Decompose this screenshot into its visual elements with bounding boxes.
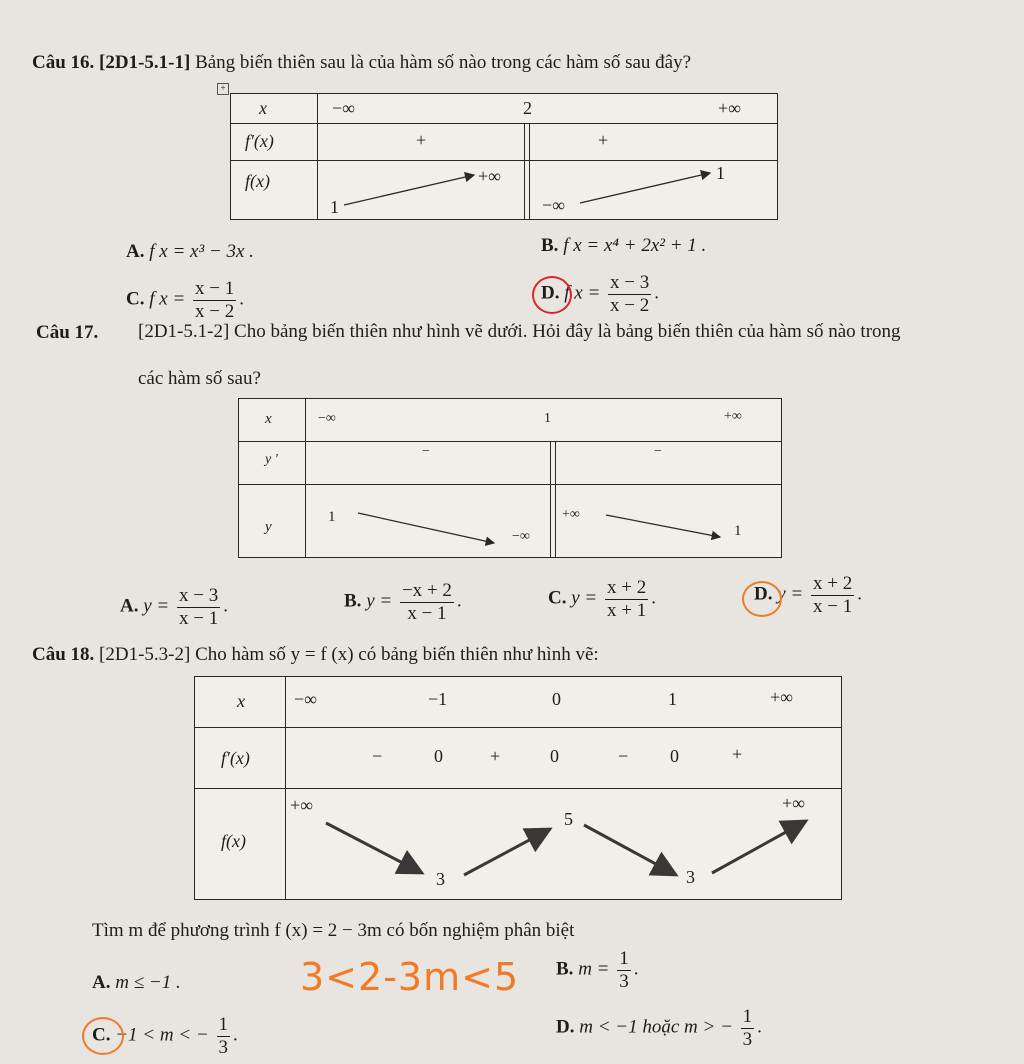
q18-fp-val: +: [490, 746, 501, 766]
q18-f-val: 5: [564, 809, 573, 829]
denominator: x + 1: [607, 599, 647, 621]
fraction: [608, 272, 651, 317]
q16-x-val: +∞: [718, 98, 741, 118]
option-text: .: [239, 288, 244, 310]
option-text: y =: [366, 590, 393, 612]
option-label: D.: [541, 282, 560, 304]
option-text: .: [857, 583, 862, 605]
option-label: C.: [92, 1024, 111, 1046]
q18-fp-val: +: [732, 744, 743, 764]
numerator: 1: [218, 1014, 228, 1035]
option-text: f x = x⁴ + 2x² + 1 .: [563, 235, 707, 256]
table-move-icon: +: [217, 83, 229, 95]
q17-y-val: +∞: [562, 507, 580, 522]
denominator: x − 2: [195, 300, 235, 322]
q16-code: [2D1-5.1-1]: [99, 52, 191, 73]
option-text: f x = x³ − 3x .: [149, 241, 254, 262]
numerator: 1: [742, 1006, 753, 1027]
q18-fp-val: −: [372, 746, 383, 766]
denominator: 3: [619, 970, 629, 992]
option-text: y =: [143, 595, 170, 617]
q18-fp-val: 0: [670, 746, 679, 766]
option-text: f x =: [149, 288, 186, 310]
option-label: A.: [120, 595, 139, 617]
q18-option-b[interactable]: [556, 948, 638, 993]
numerator: x − 1: [195, 278, 235, 299]
q18-row-x: x: [237, 691, 245, 711]
q16-row-x: x: [259, 98, 267, 118]
q17-variation-table: [238, 398, 782, 558]
option-text: .: [233, 1024, 238, 1046]
q17-y-val: 1: [734, 523, 742, 539]
q18-x-val: +∞: [770, 687, 793, 707]
q18-arrow-down: [326, 823, 422, 873]
q18-x-val: −1: [428, 689, 448, 709]
q17-text-block: [138, 321, 901, 343]
option-text: −1 < m < −: [115, 1024, 209, 1046]
q16-text: Bảng biến thiên sau là của hàm số nào trong các hàm số sau đây?: [195, 52, 692, 73]
q18-arrow-down: [584, 825, 676, 875]
fraction: [177, 585, 220, 630]
q18-text: Cho hàm số y = f (x) có bảng biến thiên như hình vẽ:: [195, 644, 599, 665]
numerator: x + 2: [813, 573, 853, 594]
option-text: y =: [777, 583, 804, 605]
q17-option-a[interactable]: [120, 585, 228, 630]
option-text: .: [223, 595, 228, 617]
q16-sign: +: [598, 130, 609, 150]
q16-arrows: [318, 161, 778, 219]
q18-f-val: +∞: [782, 793, 805, 813]
q17-double-bar: [550, 442, 556, 484]
q17-y-val: −∞: [512, 529, 530, 544]
fraction: [741, 1006, 755, 1051]
fraction: [811, 573, 854, 618]
q16-arrow-up: [580, 173, 710, 203]
option-label: C.: [548, 587, 567, 609]
numerator: x − 3: [179, 585, 219, 606]
denominator: x − 1: [179, 607, 219, 629]
q16-option-a[interactable]: [126, 241, 254, 263]
q17-y-val: 1: [328, 509, 336, 525]
option-label: B.: [556, 958, 574, 980]
q18-f-val: 3: [686, 867, 695, 887]
q16-x-val: 2: [523, 98, 532, 118]
handwritten-inequality: 3<2-3m<5: [300, 955, 520, 999]
q16-row-f: f(x): [245, 171, 270, 191]
q18-code: [2D1-5.3-2]: [99, 644, 191, 665]
q18-x-val: −∞: [294, 689, 317, 709]
denominator: 3: [742, 1028, 753, 1050]
q16-heading: [32, 52, 691, 74]
q16-x-val: −∞: [332, 98, 355, 118]
q18-fp-val: −: [618, 746, 629, 766]
option-text: .: [456, 590, 462, 612]
fraction: [617, 948, 631, 993]
q18-prompt: Tìm m để phương trình f (x) = 2 − 3m có bốn nghiệm phân biệt: [92, 920, 575, 941]
q17-heading: [36, 322, 98, 344]
q17-number: Câu 17.: [36, 322, 99, 343]
q18-heading: [32, 644, 599, 666]
q18-row-fp: f′(x): [221, 748, 250, 768]
fraction: [605, 577, 648, 622]
q18-f-val: +∞: [290, 795, 313, 815]
denominator: 3: [218, 1036, 228, 1058]
q17-option-b[interactable]: [344, 580, 462, 625]
option-label: B.: [541, 235, 559, 256]
q16-f-val: 1: [330, 197, 339, 217]
fraction: [193, 278, 236, 323]
q16-arrow-up: [344, 175, 474, 205]
option-text: m =: [578, 958, 610, 980]
q18-arrow-up: [464, 829, 550, 875]
denominator: x − 1: [813, 595, 853, 617]
option-label: A.: [126, 241, 145, 262]
q17-arrow-down: [606, 515, 720, 537]
q17-option-c[interactable]: [548, 577, 656, 622]
q16-option-c[interactable]: [126, 278, 244, 323]
q18-fp-val: 0: [550, 746, 559, 766]
q17-code: [2D1-5.1-2]: [138, 321, 230, 342]
q17-sign: −: [422, 444, 430, 459]
q17-arrow-down: [358, 513, 494, 543]
q16-f-val: 1: [716, 163, 725, 183]
q17-text-line2: các hàm số sau?: [138, 368, 261, 389]
numerator: −x + 2: [401, 580, 452, 601]
q18-number: Câu 18.: [32, 644, 95, 665]
option-text: .: [654, 282, 659, 304]
denominator: x − 2: [610, 294, 650, 316]
q18-x-val: 1: [668, 689, 677, 709]
q17-sign: −: [654, 444, 662, 459]
q16-option-b[interactable]: [541, 235, 706, 257]
fraction: [400, 580, 454, 625]
option-text: .: [757, 1016, 762, 1038]
denominator: x − 1: [407, 602, 447, 624]
q18-fp-val: 0: [434, 746, 443, 766]
q18-option-a[interactable]: [92, 972, 181, 994]
option-label: D.: [754, 583, 773, 605]
option-text: m ≤ −1 .: [115, 972, 181, 993]
option-text: m < −1 hoặc m > −: [579, 1016, 733, 1038]
q17-x-val: +∞: [724, 409, 742, 424]
q18-arrows: [286, 789, 838, 899]
q16-number: Câu 16.: [32, 52, 95, 73]
option-label: D.: [556, 1016, 575, 1038]
q17-text: Cho bảng biến thiên như hình vẽ dưới. Hỏi đây là bảng biến thiên của hàm số nào trong: [234, 321, 901, 342]
q17-row-yp: y ': [265, 452, 278, 467]
q16-f-val: +∞: [478, 166, 501, 186]
q16-answer-circle: [532, 276, 572, 314]
q18-f-val: 3: [436, 869, 445, 889]
fraction: [217, 1014, 231, 1059]
numerator: 1: [619, 948, 629, 969]
numerator: x + 2: [607, 577, 647, 598]
q18-option-d[interactable]: [556, 1006, 762, 1051]
q18-variation-table: [194, 676, 842, 900]
q16-double-bar: [524, 124, 530, 160]
option-label: A.: [92, 972, 111, 993]
numerator: x − 3: [610, 272, 650, 293]
q17-row-y: y: [265, 519, 272, 535]
option-text: y =: [571, 587, 598, 609]
option-label: C.: [126, 288, 145, 310]
q17-answer-circle: [742, 581, 782, 617]
q17-x-val: −∞: [318, 411, 336, 426]
q17-x-val: 1: [544, 411, 551, 426]
q16-variation-table: [230, 93, 778, 220]
option-label: B.: [344, 590, 362, 612]
q17-arrows: [306, 485, 776, 557]
q16-sign: +: [416, 130, 427, 150]
q18-arrow-up: [712, 821, 806, 873]
option-text: f x =: [564, 282, 601, 304]
q16-row-fp: f'(x): [245, 131, 274, 151]
q17-row-x: x: [265, 411, 272, 427]
q18-row-f: f(x): [221, 831, 246, 851]
option-text: .: [651, 587, 656, 609]
q16-f-val: −∞: [542, 195, 565, 215]
q18-answer-circle: [82, 1017, 124, 1055]
q18-x-val: 0: [552, 689, 561, 709]
option-text: .: [633, 958, 639, 980]
